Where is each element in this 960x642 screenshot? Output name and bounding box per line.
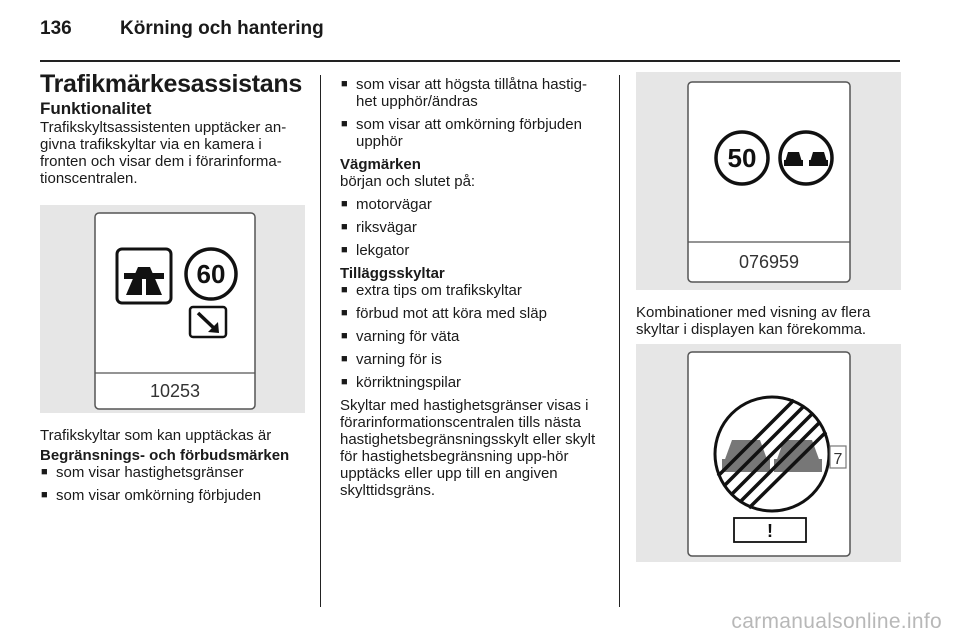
end-of-no-overtaking-icon [715,397,829,511]
closing-paragraph: Skyltar med hastighetsgränser visas i förarinformationscentralen tills nästa hastighetsbegränsningsskylt eller skylt för hastighetsbegränsning upp-hör upptäcks eller upp till en angiven skylttidsgräns. [340,397,596,499]
side-mark: 7 [833,451,843,468]
restriction-list-cont [340,76,605,150]
list-item: ■ varning för väta [340,328,605,345]
list-item: ■ som visar att högsta tillåtna hastig-het upphör/ändras [340,76,605,110]
warning-box [734,518,806,542]
subsection-title: Funktionalitet [40,99,152,118]
road-signs-intro: början och slutet på: [340,173,476,190]
warning-mark: ! [767,521,773,541]
motorway-sign-icon [117,249,171,303]
column-divider-2 [619,75,620,607]
page-header [40,18,900,44]
road-signs-list [340,196,605,259]
column-divider-1 [320,75,321,607]
figure-speed-50-no-overtaking [636,72,901,290]
extra-signs-heading: Tilläggsskyltar [340,265,445,282]
list-item: ■ körriktningspilar [340,374,605,391]
extra-signs-list [340,282,605,391]
restriction-list [40,464,305,504]
detect-text: Trafikskyltar som kan upptäckas är [40,427,272,444]
list-item: ■ som visar omkörning förbjuden [40,487,305,504]
figure-number: 10253 [149,381,201,401]
list-item: ■ extra tips om trafikskyltar [340,282,605,299]
combo-text: Kombinationer med visning av flera skyltar i displayen kan förekomma. [636,304,871,338]
list-item: ■ förbud mot att köra med släp [340,305,605,322]
list-item: ■ varning för is [340,351,605,368]
road-signs-heading: Vägmärken [340,156,421,173]
speed-limit-50-icon [716,132,768,184]
arrow-down-right-icon [190,307,226,337]
list-item: ■ motorvägar [340,196,605,213]
column-1 [40,72,305,510]
restriction-heading: Begränsnings- och förbudsmärken [40,447,290,464]
intro-paragraph: Trafikskyltsassistenten upptäcker an-givna trafikskyltar via en kamera i fronten och visar dem i förarinforma-tionscentralen. [40,119,287,187]
watermark: carmanualsonline.info [731,610,942,633]
side-indicator [830,446,846,468]
speed-limit-50-text: 50 [727,143,757,173]
chapter-title: Körning och hantering [120,18,324,39]
speed-limit-60-text: 60 [196,259,226,289]
page-number: 136 [40,18,72,39]
list-item: ■ som visar hastighetsgränser [40,464,305,481]
section-title: Trafikmärkesassistans [40,70,302,98]
header-rule [40,60,900,62]
column-3 [636,72,901,562]
speed-limit-60-icon [186,249,236,299]
column-2 [340,76,605,499]
figure-end-no-overtaking [636,344,901,562]
list-item: ■ lekgator [340,242,605,259]
figure-number: 076959 [738,252,800,272]
list-item: ■ riksvägar [340,219,605,236]
list-item: ■ som visar att omkörning förbjuden upphör [340,116,605,150]
no-overtaking-icon [780,132,832,184]
figure-motorway-speed-60 [40,205,305,413]
